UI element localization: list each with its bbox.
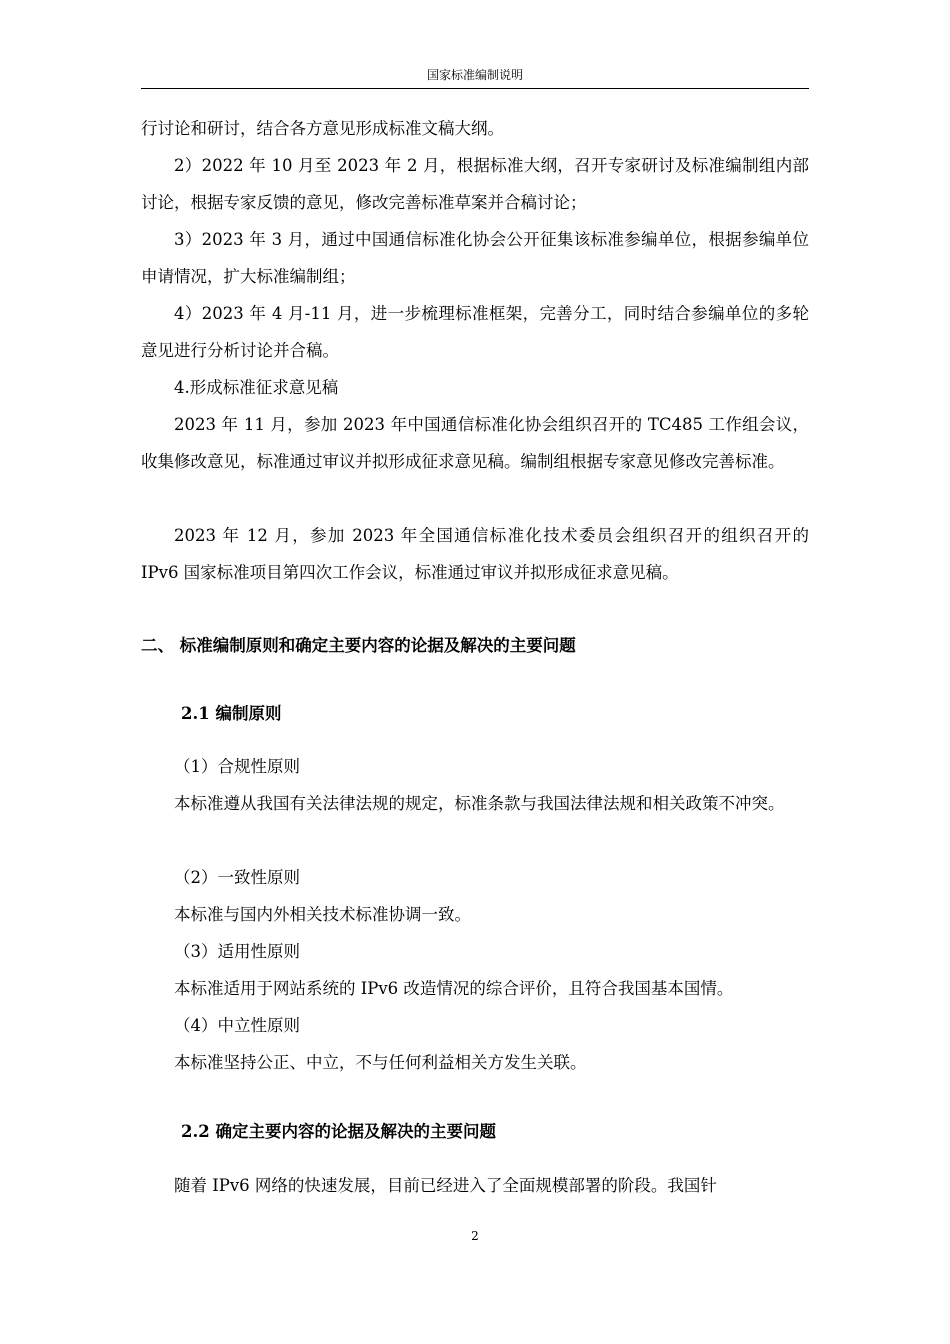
paragraph-step-3: 3）2023 年 3 月，通过中国通信标准化协会公开征集该标准参编单位，根据参编单位申请情况，扩大标准编制组； [141, 230, 809, 286]
paragraph-step-4: 4）2023 年 4 月-11 月，进一步梳理标准框架，完善分工，同时结合参编单位的多轮意见进行分析讨论并合稿。 [141, 304, 809, 360]
paragraph-step-2: 2）2022 年 10 月至 2023 年 2 月，根据标准大纲，召开专家研讨及标准编制组内部讨论，根据专家反馈的意见，修改完善标准草案并合稿讨论； [141, 156, 809, 212]
subheading-draft: 4.形成标准征求意见稿 [174, 378, 339, 397]
principle-4-label: （4）中立性原则 [174, 1016, 300, 1035]
principle-4-text: 本标准坚持公正、中立，不与任何利益相关方发生关联。 [174, 1053, 587, 1072]
principle-1-text: 本标准遵从我国有关法律法规的规定，标准条款与我国法律法规和相关政策不冲突。 [174, 794, 785, 813]
principle-3-text: 本标准适用于网站系统的 IPv6 改造情况的综合评价，且符合我国基本国情。 [174, 979, 734, 998]
principle-2-text: 本标准与国内外相关技术标准协调一致。 [174, 905, 471, 924]
principle-2-label: （2）一致性原则 [174, 868, 300, 887]
principle-3-label: （3）适用性原则 [174, 942, 300, 961]
header-title: 国家标准编制说明 [426, 68, 523, 82]
page-header [141, 66, 809, 89]
section-2-1-title: 2.1 编制原则 [181, 704, 282, 723]
paragraph-nov-2023: 2023 年 11 月，参加 2023 年中国通信标准化协会组织召开的 TC485 工作组会议，收集修改意见，标准通过审议并拟形成征求意见稿。编制组根据专家意见修改完善标准。 [141, 415, 809, 471]
paragraph-dec-2023: 2023 年 12 月，参加 2023 年全国通信标准化技术委员会组织召开的组织召开的 IPv6 国家标准项目第四次工作会议，标准通过审议并拟形成征求意见稿。 [141, 526, 809, 582]
section-2-2-title: 2.2 确定主要内容的论据及解决的主要问题 [181, 1122, 496, 1141]
page-number: 2 [471, 1229, 479, 1243]
section-2-title: 二、 标准编制原则和确定主要内容的论据及解决的主要问题 [141, 636, 576, 655]
paragraph-continuation: 行讨论和研讨，结合各方意见形成标准文稿大纲。 [141, 119, 504, 138]
principle-1-label: （1）合规性原则 [174, 757, 300, 776]
paragraph-ipv6-intro: 随着 IPv6 网络的快速发展，目前已经进入了全面规模部署的阶段。我国针 [174, 1176, 717, 1195]
